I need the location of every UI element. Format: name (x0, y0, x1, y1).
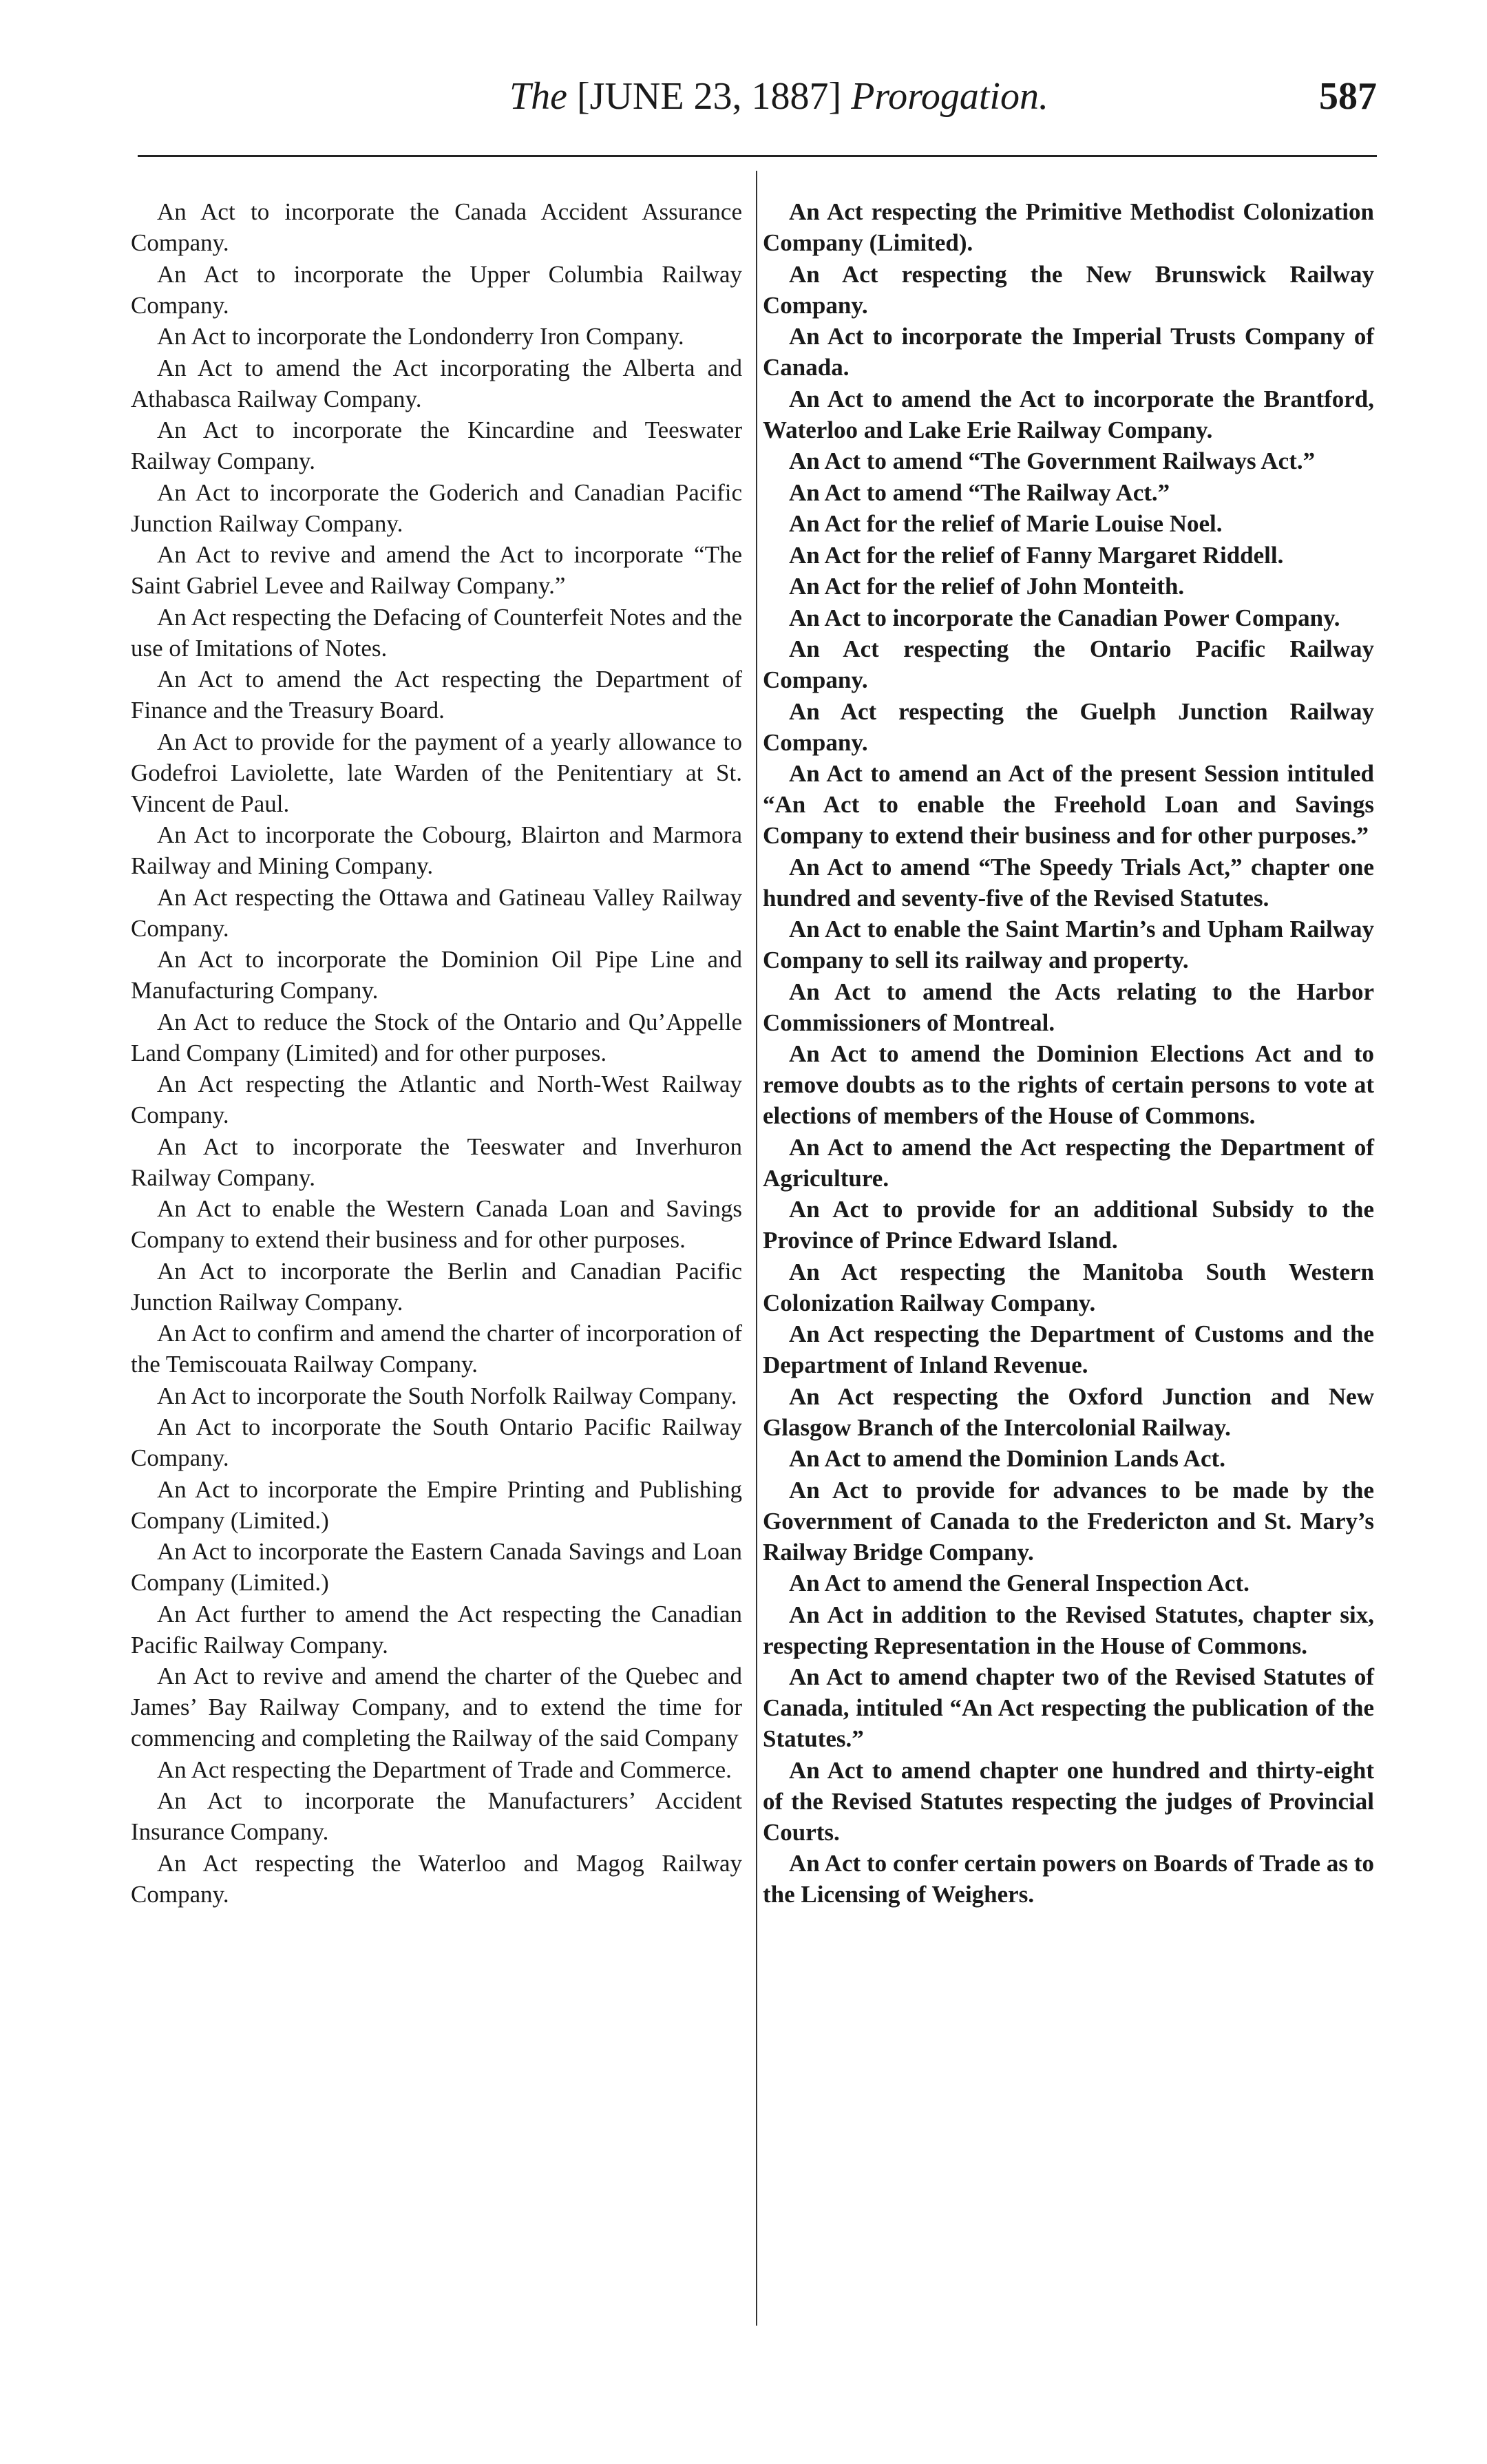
act-entry: An Act to amend the Dominion Elections Act and to remove doubts as to the rights of certain persons to vote at elections of members of the House of Commons. (763, 1040, 1374, 1129)
act-entry: An Act to enable the Western Canada Loan and Savings Company to extend their business and for other purposes. (131, 1195, 742, 1253)
act-entry: An Act respecting the Ottawa and Gatineau Valley Railway Company. (131, 883, 742, 942)
running-title (509, 74, 1048, 118)
act-entry: An Act to amend the Dominion Lands Act. (789, 1445, 1225, 1472)
act-entry: An Act to incorporate the Manufacturers’ Accident Insurance Company. (131, 1787, 742, 1845)
act-entry: An Act to incorporate the South Norfolk Railway Company. (157, 1382, 737, 1409)
act-entry: An Act to amend “The Railway Act.” (789, 478, 1170, 506)
act-entry: An Act for the relief of Fanny Margaret Riddell. (789, 541, 1284, 569)
act-entry: An Act to incorporate the Imperial Trusts Company of Canada. (763, 323, 1374, 381)
act-entry: An Act to confirm and amend the charter of incorporation of the Temiscouata Railway Company. (131, 1320, 742, 1378)
act-entry: An Act respecting the Guelph Junction Railway Company. (763, 697, 1374, 756)
act-entry: An Act to incorporate the Canada Accident Assurance Company. (131, 198, 742, 256)
act-entry: An Act respecting the Defacing of Counterfeit Notes and the use of Imitations of Notes. (131, 603, 742, 662)
column-divider (756, 171, 757, 2326)
act-entry: An Act to amend “The Government Railways Act.” (789, 447, 1316, 474)
act-entry: An Act respecting the Primitive Methodist Colonization Company (Limited). (763, 198, 1374, 256)
act-entry: An Act to enable the Saint Martin’s and Upham Railway Company to sell its railway and property. (763, 916, 1374, 973)
act-entry: An Act in addition to the Revised Statutes, chapter six, respecting Representation in the House of Commons. (763, 1601, 1374, 1659)
act-entry: An Act respecting the New Brunswick Railway Company. (763, 260, 1374, 319)
act-entry: An Act to incorporate the Upper Columbia Railway Company. (131, 260, 742, 319)
act-entry: An Act to amend the Act respecting the Department of Agriculture. (763, 1133, 1374, 1192)
act-entry: An Act to revive and amend the charter of the Quebec and James’ Bay Railway Company, and to extend the time for commencing and completing the Railway of the said Company (131, 1663, 742, 1751)
act-entry: An Act to amend the Act respecting the Department of Finance and the Treasury Board. (131, 666, 742, 724)
act-entry: An Act to incorporate the Berlin and Canadian Pacific Junction Railway Company. (131, 1257, 742, 1316)
act-entry: An Act to incorporate the Canadian Power Company. (789, 604, 1340, 631)
act-entry: An Act respecting the Ontario Pacific Railway Company. (763, 635, 1374, 693)
act-entry: An Act to amend the Acts relating to the Harbor Commissioners of Montreal. (763, 978, 1374, 1036)
act-entry: An Act respecting the Department of Customs and the Department of Inland Revenue. (763, 1320, 1374, 1378)
page-header (138, 74, 1377, 136)
act-entry: An Act to incorporate the Londonderry Iron Company. (157, 323, 684, 350)
running-title-the: The (509, 75, 567, 118)
act-entry: An Act respecting the Atlantic and North-West Railway Company. (131, 1071, 742, 1128)
act-entry: An Act to incorporate the Kincardine and Teeswater Railway Company. (131, 417, 742, 474)
act-entry: An Act to incorporate the Teeswater and Inverhuron Railway Company. (131, 1133, 742, 1191)
right-column (763, 196, 1374, 1910)
act-entry: An Act to incorporate the Eastern Canada Savings and Loan Company (Limited.) (131, 1538, 742, 1596)
act-entry: An Act to amend “The Speedy Trials Act,” chapter one hundred and seventy-five of the Revised Statutes. (763, 853, 1374, 912)
running-title-date: [JUNE 23, 1887] (567, 75, 852, 118)
act-entry: An Act to revive and amend the Act to incorporate “The Saint Gabriel Levee and Railway Company.” (131, 541, 742, 599)
act-entry: An Act respecting the Oxford Junction and New Glasgow Branch of the Intercolonial Railway. (763, 1382, 1374, 1441)
act-entry: An Act to provide for advances to be made by the Government of Canada to the Fredericton and St. Mary’s Railway Bridge Company. (763, 1476, 1374, 1566)
act-entry: An Act to amend the General Inspection Act. (789, 1570, 1249, 1597)
act-entry: An Act respecting the Department of Trade and Commerce. (157, 1756, 732, 1783)
act-entry: An Act to amend chapter two of the Revised Statutes of Canada, intituled “An Act respecting the publication of the Statutes.” (763, 1663, 1374, 1752)
running-title-prorogation: Prorogation. (851, 75, 1048, 118)
act-entry: An Act to amend the Act incorporating the Alberta and Athabasca Railway Company. (131, 354, 742, 412)
act-entry: An Act to incorporate the South Ontario Pacific Railway Company. (131, 1413, 742, 1471)
act-entry: An Act to provide for an additional Subsidy to the Province of Prince Edward Island. (763, 1196, 1374, 1254)
act-entry: An Act to incorporate the Empire Printing and Publishing Company (Limited.) (131, 1475, 742, 1534)
act-entry: An Act further to amend the Act respecting the Canadian Pacific Railway Company. (131, 1600, 742, 1659)
act-entry: An Act to amend chapter one hundred and thirty-eight of the Revised Statutes respecting the judges of Provincial Courts. (763, 1756, 1374, 1846)
act-entry: An Act to reduce the Stock of the Ontario and Qu’Appelle Land Company (Limited) and for other purposes. (131, 1008, 742, 1066)
act-entry: An Act to incorporate the Goderich and Canadian Pacific Junction Railway Company. (131, 478, 742, 537)
page-number: 587 (1319, 75, 1377, 118)
act-entry: An Act for the relief of Marie Louise Noel. (789, 510, 1223, 537)
act-entry: An Act to confer certain powers on Boards of Trade as to the Licensing of Weighers. (763, 1850, 1374, 1908)
act-entry: An Act to incorporate the Cobourg, Blairton and Marmora Railway and Mining Company. (131, 821, 742, 879)
header-rule (138, 155, 1377, 157)
act-entry: An Act to incorporate the Dominion Oil Pipe Line and Manufacturing Company. (131, 946, 742, 1004)
act-entry: An Act respecting the Waterloo and Magog Railway Company. (131, 1849, 742, 1908)
act-entry: An Act to amend the Act to incorporate the Brantford, Waterloo and Lake Erie Railway Company. (763, 385, 1374, 443)
left-column (131, 196, 742, 1910)
act-entry: An Act for the relief of John Monteith. (789, 573, 1185, 600)
act-entry: An Act to amend an Act of the present Session intituled “An Act to enable the Freehold Loan and Savings Company to extend their business and for other purposes.” (763, 760, 1374, 849)
act-entry: An Act to provide for the payment of a yearly allowance to Godefroi Laviolette, late Warden of the Penitentiary at St. Vincent de Paul. (131, 728, 742, 817)
act-entry: An Act respecting the Manitoba South Western Colonization Railway Company. (763, 1258, 1374, 1316)
